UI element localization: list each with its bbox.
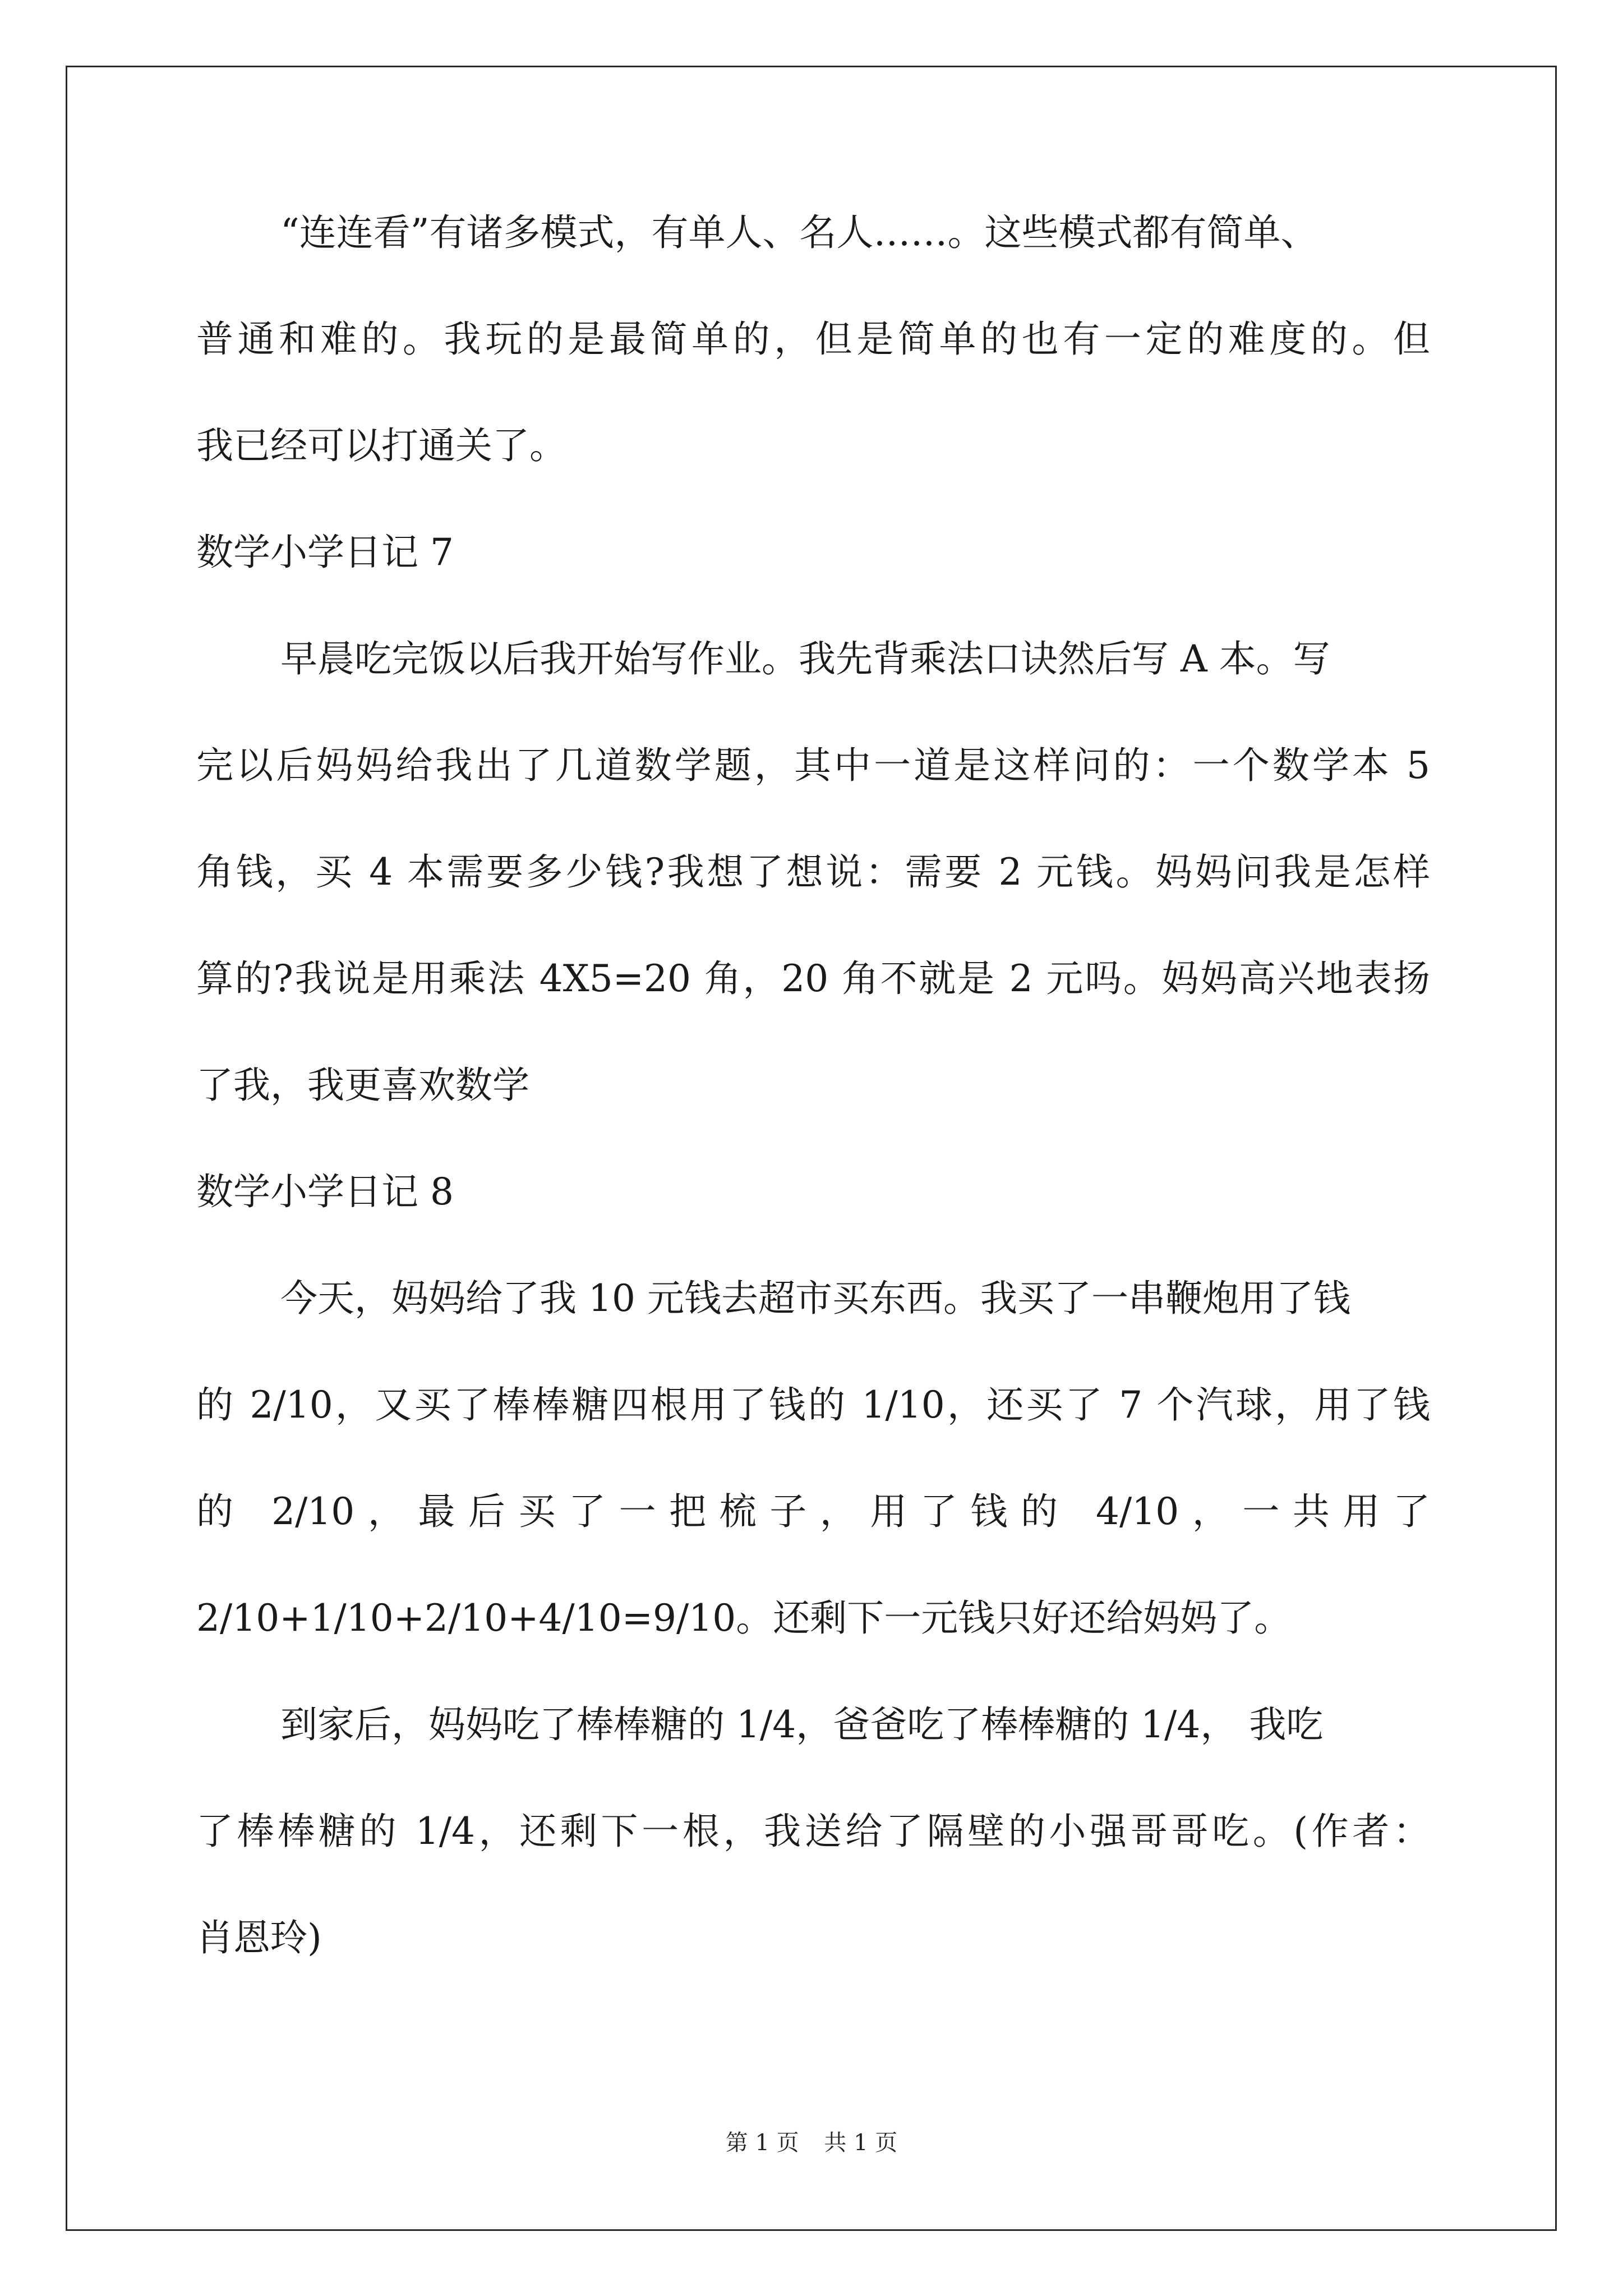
paragraph-line: 肖恩玲)	[196, 1916, 322, 1959]
paragraph-line: 了棒棒糖的 1/4，还剩下一根，我送给了隔壁的小强哥哥吃。(作者：	[196, 1810, 1430, 1853]
paragraph-line: 今天，妈妈给了我 10 元钱去超市买东西。我买了一串鞭炮用了钱	[280, 1277, 1350, 1320]
paragraph-line: 的 2/10，最后买了一把梳子，用了钱的 4/10，一共用了	[196, 1490, 1430, 1533]
paragraph-line: 算的?我说是用乘法 4X5=20 角，20 角不就是 2 元吗。妈妈高兴地表扬	[196, 957, 1430, 1000]
paragraph-line: “连连看”有诸多模式，有单人、名人……。这些模式都有简单、	[280, 211, 1318, 254]
paragraph-line: 2/10+1/10+2/10+4/10=9/10。还剩下一元钱只好还给妈妈了。	[196, 1596, 1292, 1640]
paragraph-line: 的 2/10，又买了棒棒糖四根用了钱的 1/10，还买了 7 个汽球，用了钱	[196, 1383, 1430, 1427]
section-heading: 数学小学日记 8	[196, 1170, 454, 1213]
paragraph-line: 早晨吃完饭以后我开始写作业。我先背乘法口诀然后写 A 本。写	[280, 637, 1330, 680]
page-total: 共 1 页	[824, 2130, 898, 2156]
paragraph-line: 了我，我更喜欢数学	[196, 1064, 529, 1107]
paragraph-line: 完以后妈妈给我出了几道数学题，其中一道是这样问的：一个数学本 5	[196, 744, 1430, 787]
page-number: 第 1 页	[725, 2130, 799, 2156]
paragraph-line: 角钱，买 4 本需要多少钱?我想了想说：需要 2 元钱。妈妈问我是怎样	[196, 850, 1430, 894]
paragraph-line: 到家后，妈妈吃了棒棒糖的 1/4，爸爸吃了棒棒糖的 1/4， 我吃	[280, 1703, 1324, 1746]
paragraph-line: 普通和难的。我玩的是最简单的，但是简单的也有一定的难度的。但	[196, 318, 1430, 361]
paragraph-line: 我已经可以打通关了。	[196, 424, 566, 467]
page-border	[66, 66, 1557, 2231]
page-footer	[0, 2126, 1623, 2160]
section-heading: 数学小学日记 7	[196, 531, 454, 574]
